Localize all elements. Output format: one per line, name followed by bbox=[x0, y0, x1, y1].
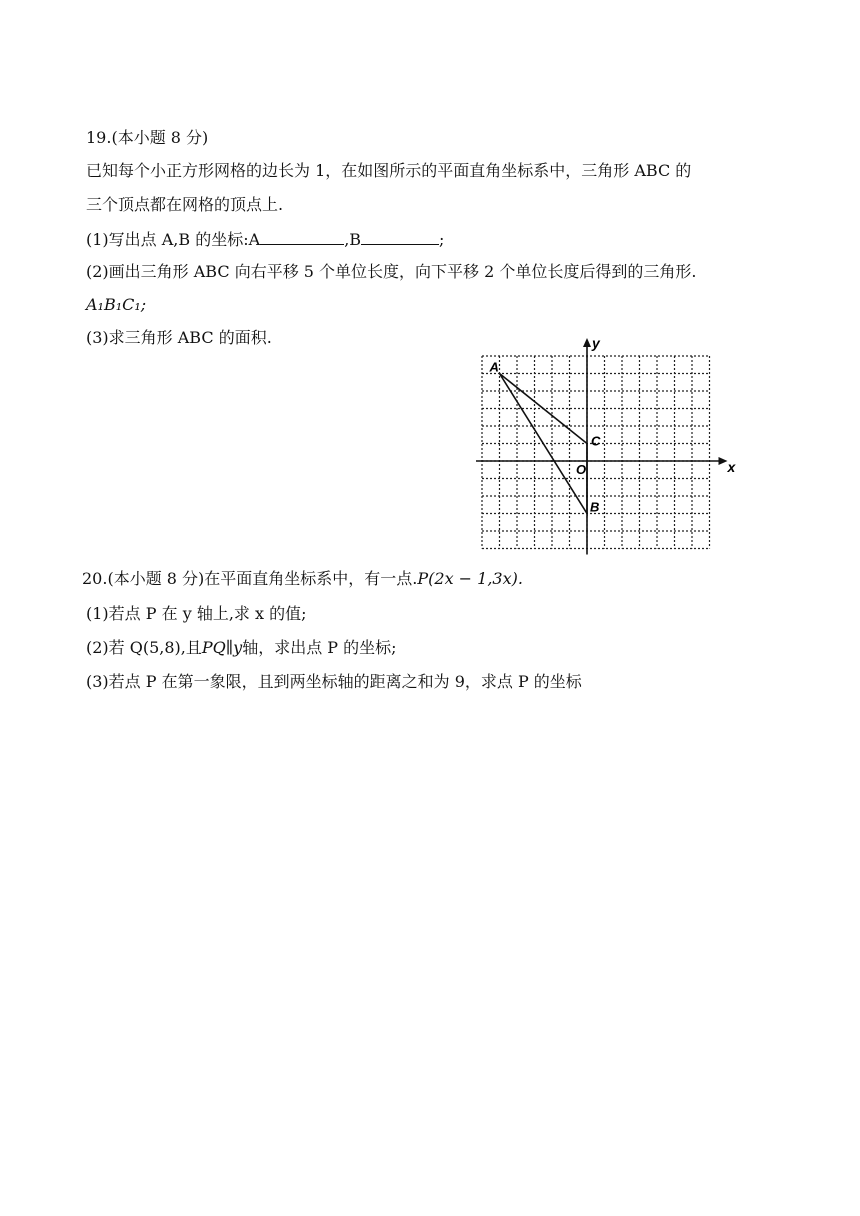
q19-intro-line1: 已知每个小正方形网格的边长为 1，在如图所示的平面直角坐标系中，三角形 ABC 的 bbox=[86, 161, 692, 180]
q20-part2-math: PQ∥y bbox=[201, 638, 243, 657]
x-axis-arrow bbox=[719, 457, 728, 465]
origin-label: O bbox=[576, 462, 587, 477]
triangle-outline bbox=[500, 374, 588, 514]
q20-part2-text-a: (2)若 Q(5,8),且 bbox=[86, 638, 202, 657]
q20-part3: (3)若点 P 在第一象限，且到两坐标轴的距离之和为 9，求点 P 的坐标 bbox=[86, 672, 582, 691]
q19-part3: (3)求三角形 ABC 的面积. bbox=[86, 328, 272, 347]
q19-part1-text-b: ,B bbox=[344, 230, 362, 249]
y-axis-label: y bbox=[592, 338, 600, 351]
q20-part2-text-b: 轴，求出点 P 的坐标; bbox=[242, 638, 397, 657]
q20-point-p: P(2x − 1,3x). bbox=[417, 569, 523, 588]
triangle-abc bbox=[500, 374, 588, 514]
answer-blank-a[interactable] bbox=[260, 228, 344, 245]
coordinate-grid-figure bbox=[470, 338, 740, 556]
point-label-c: C bbox=[591, 433, 601, 449]
dotted-grid bbox=[482, 356, 710, 549]
q20-header-text: 20.(本小题 8 分)在平面直角坐标系中，有一点. bbox=[82, 569, 418, 588]
q19-part2-math: A₁B₁C₁; bbox=[86, 295, 147, 314]
x-axis-label: x bbox=[727, 459, 736, 475]
point-label-b: B bbox=[590, 499, 600, 515]
q19-intro-line2: 三个顶点都在网格的顶点上. bbox=[86, 195, 284, 214]
point-label-a: A bbox=[489, 359, 499, 375]
q20-part1: (1)若点 P 在 y 轴上,求 x 的值; bbox=[86, 604, 307, 623]
q19-part1-text-a: (1)写出点 A,B 的坐标:A bbox=[86, 230, 261, 249]
q19-part1 bbox=[86, 228, 444, 251]
q20-part2 bbox=[86, 637, 397, 659]
q19-header: 19.(本小题 8 分) bbox=[86, 128, 209, 147]
y-axis-arrow bbox=[583, 338, 591, 347]
q20-header bbox=[82, 568, 523, 590]
axes bbox=[476, 338, 728, 555]
q19-part1-text-c: ; bbox=[439, 230, 445, 249]
q19-part2: (2)画出三角形 ABC 向右平移 5 个单位长度，向下平移 2 个单位长度后得到的三角形. bbox=[86, 262, 697, 281]
answer-blank-b[interactable] bbox=[361, 228, 439, 245]
